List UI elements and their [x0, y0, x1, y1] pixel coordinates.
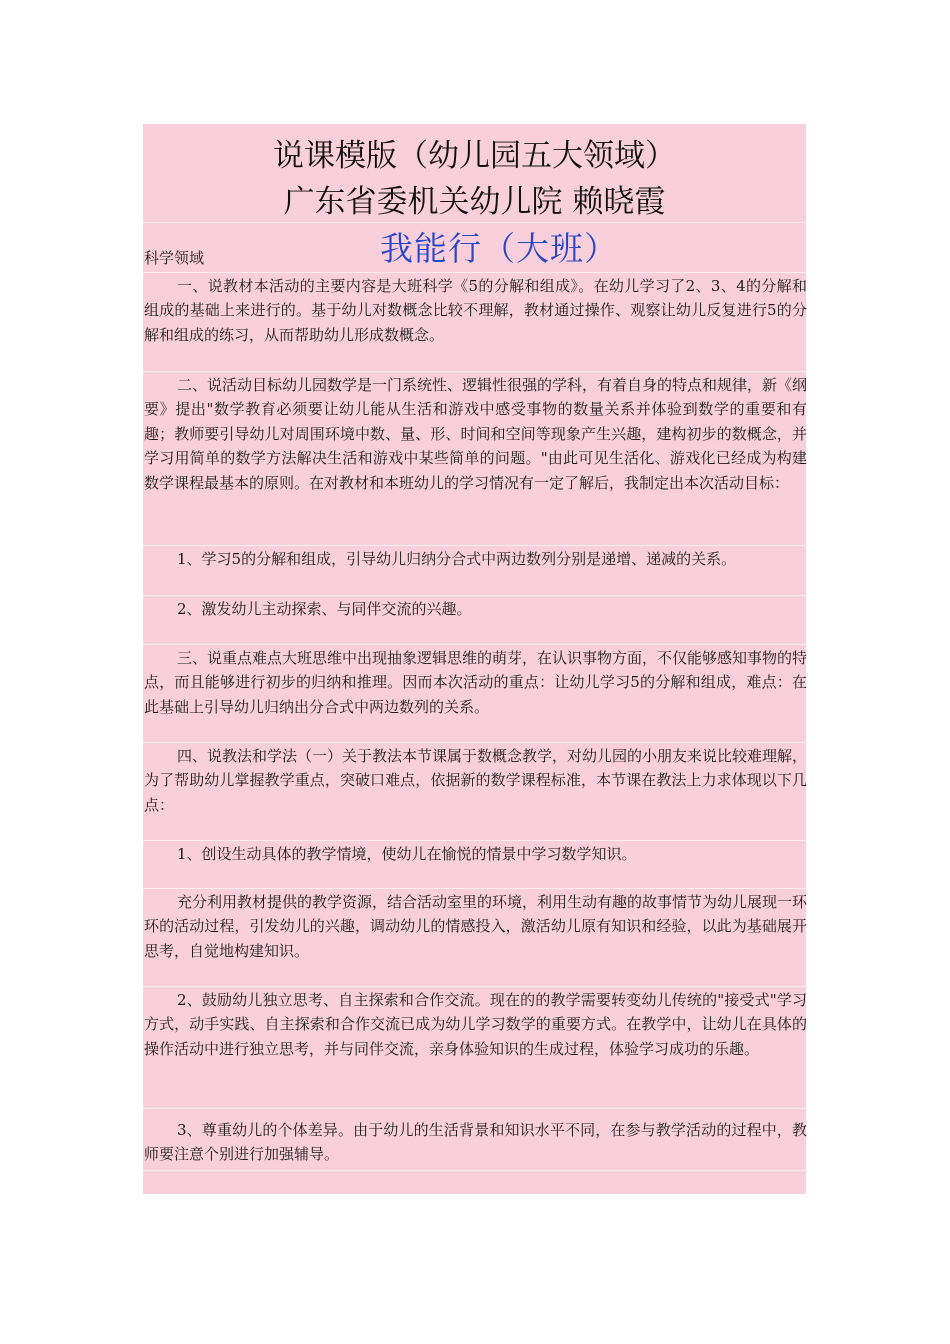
divider	[143, 644, 806, 645]
paragraph-method-1: 1、创设生动具体的教学情境，使幼儿在愉悦的情景中学习数学知识。	[177, 845, 637, 863]
document-subtitle-author: 广东省委机关幼儿院 赖晓霞	[283, 184, 666, 220]
activity-title: 我能行（大班）	[380, 229, 618, 268]
paragraph-method-3: 3、尊重幼儿的个体差异。由于幼儿的生活背景和知识水平不同，在参与教学活动的过程中，教师要注意个别进行加强辅导。	[144, 1121, 807, 1164]
paragraph-method-1-detail: 充分利用教材提供的教学资源，结合活动室里的环境，利用生动有趣的故事情节为幼儿展现一环环的活动过程，引发幼儿的兴趣，调动幼儿的情感投入，激活幼儿原有知识和经验，以此为基础展开思考，自觉地构建知识。	[144, 893, 808, 960]
divider	[143, 371, 806, 372]
section-label: 科学领域	[144, 249, 205, 267]
divider	[143, 272, 806, 273]
document-block	[143, 124, 806, 1194]
divider	[143, 986, 806, 987]
document-title: 说课模版（幼儿园五大领域）	[273, 138, 676, 174]
paragraph-goal-2: 2、激发幼儿主动探索、与同伴交流的兴趣。	[177, 600, 472, 618]
paragraph-activity-goals: 二、说活动目标幼儿园数学是一门系统性、逻辑性很强的学科，有着自身的特点和规律，新《纲要》提出"数学教育必须要让幼儿能从生活和游戏中感受事物的数量关系并体验到数学的重要和有趣；教师要引导幼儿对周围环境中数、量、形、时间和空间等现象产生兴趣，建构初步的数概念，并学习用简单的数学方法解决生活和游戏中某些简单的问题。"由此可见生活化、游戏化已经成为构建数学课程最基本的原则。在对教材和本班幼儿的学习情况有一定了解后，我制定出本次活动目标：	[144, 376, 808, 492]
divider	[143, 545, 806, 546]
paragraph-teaching-methods: 四、说教法和学法（一）关于教法本节课属于数概念教学，对幼儿园的小朋友来说比较难理解，为了帮助幼儿掌握教学重点，突破口难点，依据新的数学课程标准，本节课在教法上力求体现以下几点：	[144, 747, 808, 814]
divider	[143, 742, 806, 743]
paragraph-key-points: 三、说重点难点大班思维中出现抽象逻辑思维的萌芽，在认识事物方面，不仅能够感知事物的特点，而且能够进行初步的归纳和推理。因而本次活动的重点：让幼儿学习5的分解和组成，难点：在此基础上引导幼儿归纳出分合式中两边数列的关系。	[144, 649, 808, 716]
divider	[143, 840, 806, 841]
paragraph-method-2: 2、鼓励幼儿独立思考、自主探索和合作交流。现在的的教学需要转变幼儿传统的"接受式"学习方式，动手实践、自主探索和合作交流已成为幼儿学习数学的重要方式。在教学中，让幼儿在具体的操作活动中进行独立思考，并与同伴交流，亲身体验知识的生成过程，体验学习成功的乐趣。	[144, 991, 807, 1058]
divider	[143, 222, 806, 223]
divider	[143, 1170, 806, 1171]
paragraph-teaching-material: 一、说教材本活动的主要内容是大班科学《5的分解和组成》。在幼儿学习了2、3、4的分解和组成的基础上来进行的。基于幼儿对数概念比较不理解，教材通过操作、观察让幼儿反复进行5的分解和组成的练习，从而帮助幼儿形成数概念。	[144, 277, 807, 344]
divider	[143, 888, 806, 889]
divider	[143, 1108, 806, 1109]
paragraph-goal-1: 1、学习5的分解和组成，引导幼儿归纳分合式中两边数列分别是递增、递减的关系。	[177, 550, 737, 568]
divider	[143, 595, 806, 596]
